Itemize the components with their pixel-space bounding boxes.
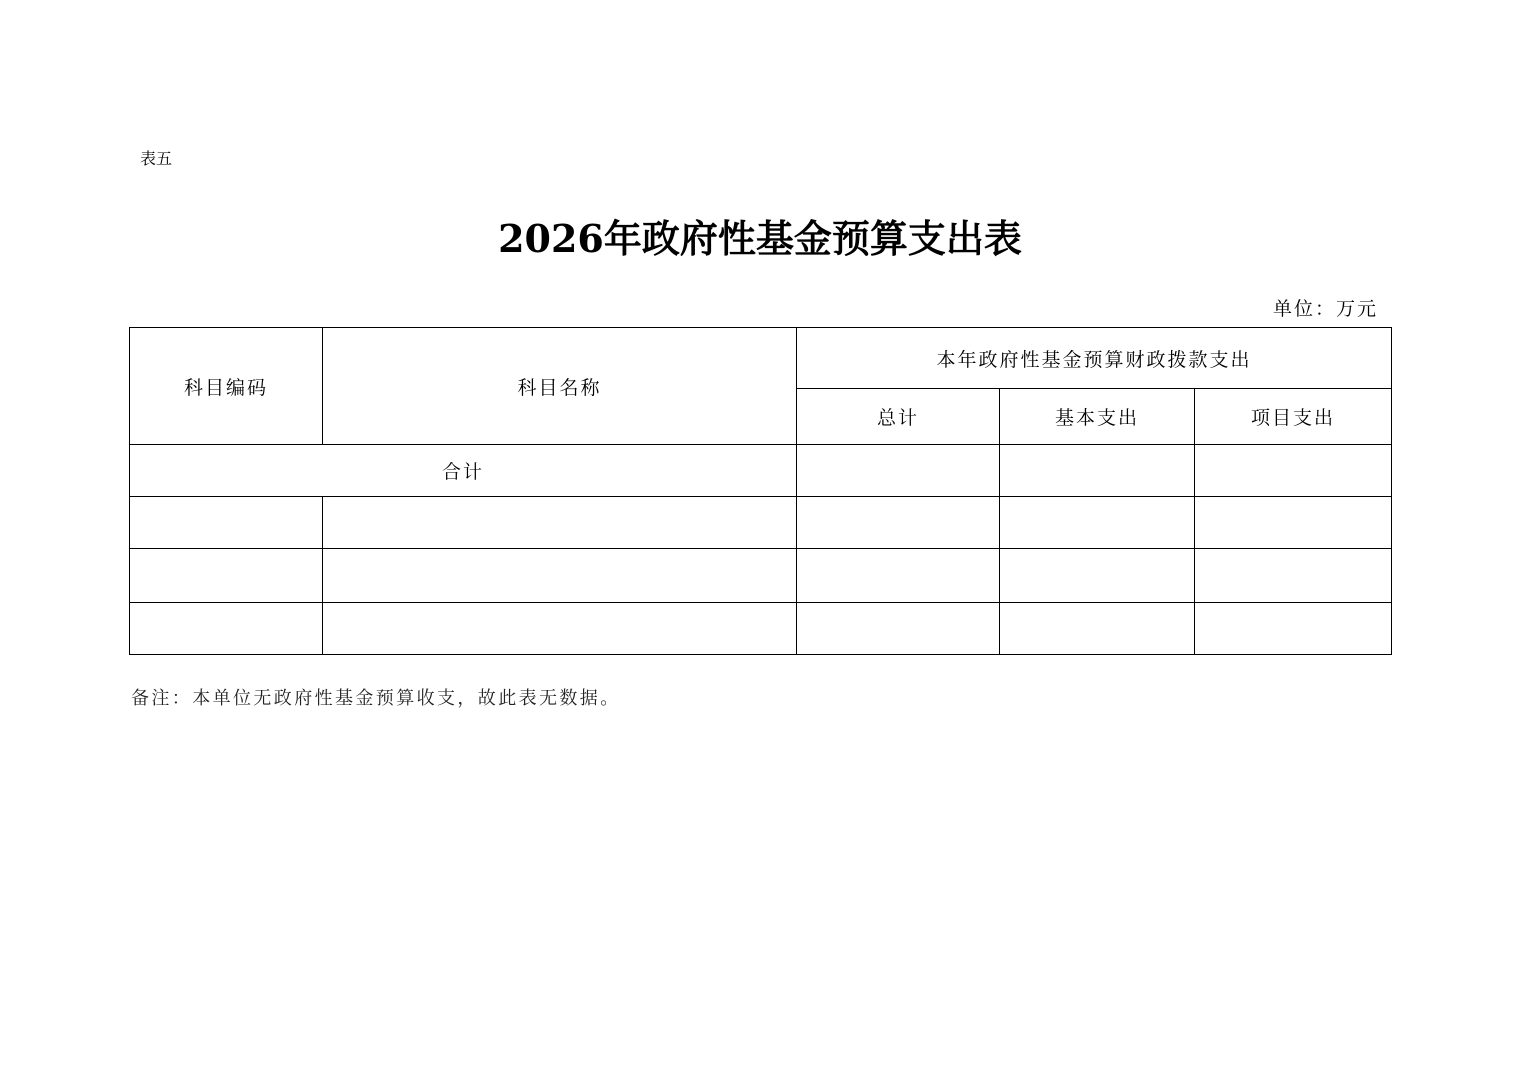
row-total-cell bbox=[797, 603, 1000, 655]
total-basic-cell bbox=[1000, 445, 1195, 497]
budget-expenditure-table bbox=[129, 327, 1392, 655]
header-subject-code: 科目编码 bbox=[130, 328, 323, 445]
row-code-cell bbox=[130, 497, 323, 549]
row-name-cell bbox=[323, 603, 797, 655]
row-project-cell bbox=[1195, 549, 1392, 603]
header-appropriation-group: 本年政府性基金预算财政拨款支出 bbox=[797, 328, 1392, 389]
row-code-cell bbox=[130, 549, 323, 603]
table-number-label: 表五 bbox=[140, 149, 173, 168]
total-project-cell bbox=[1195, 445, 1392, 497]
row-project-cell bbox=[1195, 497, 1392, 549]
table-row bbox=[130, 497, 1392, 549]
header-subject-name: 科目名称 bbox=[323, 328, 797, 445]
row-total-cell bbox=[797, 497, 1000, 549]
row-basic-cell bbox=[1000, 549, 1195, 603]
page-title: 2026年政府性基金预算支出表 bbox=[498, 216, 1022, 261]
row-basic-cell bbox=[1000, 603, 1195, 655]
row-code-cell bbox=[130, 603, 323, 655]
row-project-cell bbox=[1195, 603, 1392, 655]
row-name-cell bbox=[323, 497, 797, 549]
header-total: 总计 bbox=[797, 389, 1000, 445]
row-basic-cell bbox=[1000, 497, 1195, 549]
header-basic-expenditure: 基本支出 bbox=[1000, 389, 1195, 445]
header-project-expenditure: 项目支出 bbox=[1195, 389, 1392, 445]
row-name-cell bbox=[323, 549, 797, 603]
total-row-label: 合计 bbox=[130, 445, 797, 497]
table-row bbox=[130, 603, 1392, 655]
unit-label: 单位：万元 bbox=[1272, 298, 1378, 320]
footnote: 备注：本单位无政府性基金预算收支，故此表无数据。 bbox=[131, 688, 621, 709]
total-cell bbox=[797, 445, 1000, 497]
row-total-cell bbox=[797, 549, 1000, 603]
table-row bbox=[130, 549, 1392, 603]
table-header-row bbox=[130, 328, 1392, 389]
total-row bbox=[130, 445, 1392, 497]
